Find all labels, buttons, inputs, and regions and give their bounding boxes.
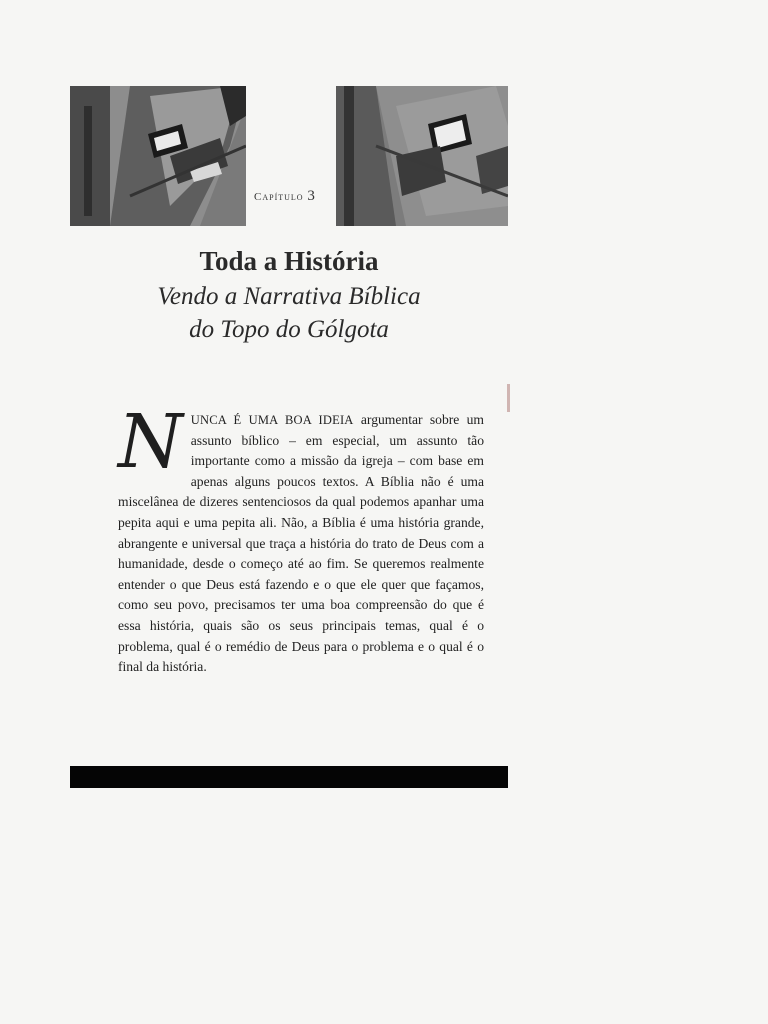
paragraph-text: argumentar sobre um assunto bíblico – em especial, um assunto tão importante como a missão da igreja – com base em apenas alguns poucos textos. A Bíblia não é uma miscelânea de dizeres sentenciosos da qual podemos apanhar uma pepita aqui e uma pepita ali. Não, a Bíblia é uma história grande, abrangente e universal que traça a história do trato de Deus com a humanidade, desde o começo até ao fim. Se queremos realmente entender o que Deus está fazendo e o que ele quer que façamos, como seu povo, precisamos ter uma boa compreensão do que é essa história, quais são os seus principais temas, qual é o problema, qual é o remédio de Deus para o problema e o qual é o final da história. xyxy=(118,412,484,675)
header-photo-right xyxy=(336,86,508,226)
drop-cap: N xyxy=(118,399,183,485)
body-paragraph xyxy=(118,399,484,678)
chapter-title: Toda a História xyxy=(199,246,379,276)
chapter-label xyxy=(254,188,334,205)
chapter-subtitle-line-2: do Topo do Gólgota xyxy=(189,316,389,343)
building-image-left xyxy=(70,86,246,226)
chapter-number: 3 xyxy=(307,188,315,204)
chapter-word: Capítulo xyxy=(254,191,304,203)
header-photo-left xyxy=(70,86,246,226)
building-image-right xyxy=(336,86,508,226)
bottom-black-bar xyxy=(70,766,508,788)
lead-smallcaps: UNCA É UMA BOA IDEIA xyxy=(190,413,354,427)
chapter-subtitle-line-1: Vendo a Narrativa Bíblica xyxy=(157,283,421,310)
page-edge-mark xyxy=(507,384,510,412)
